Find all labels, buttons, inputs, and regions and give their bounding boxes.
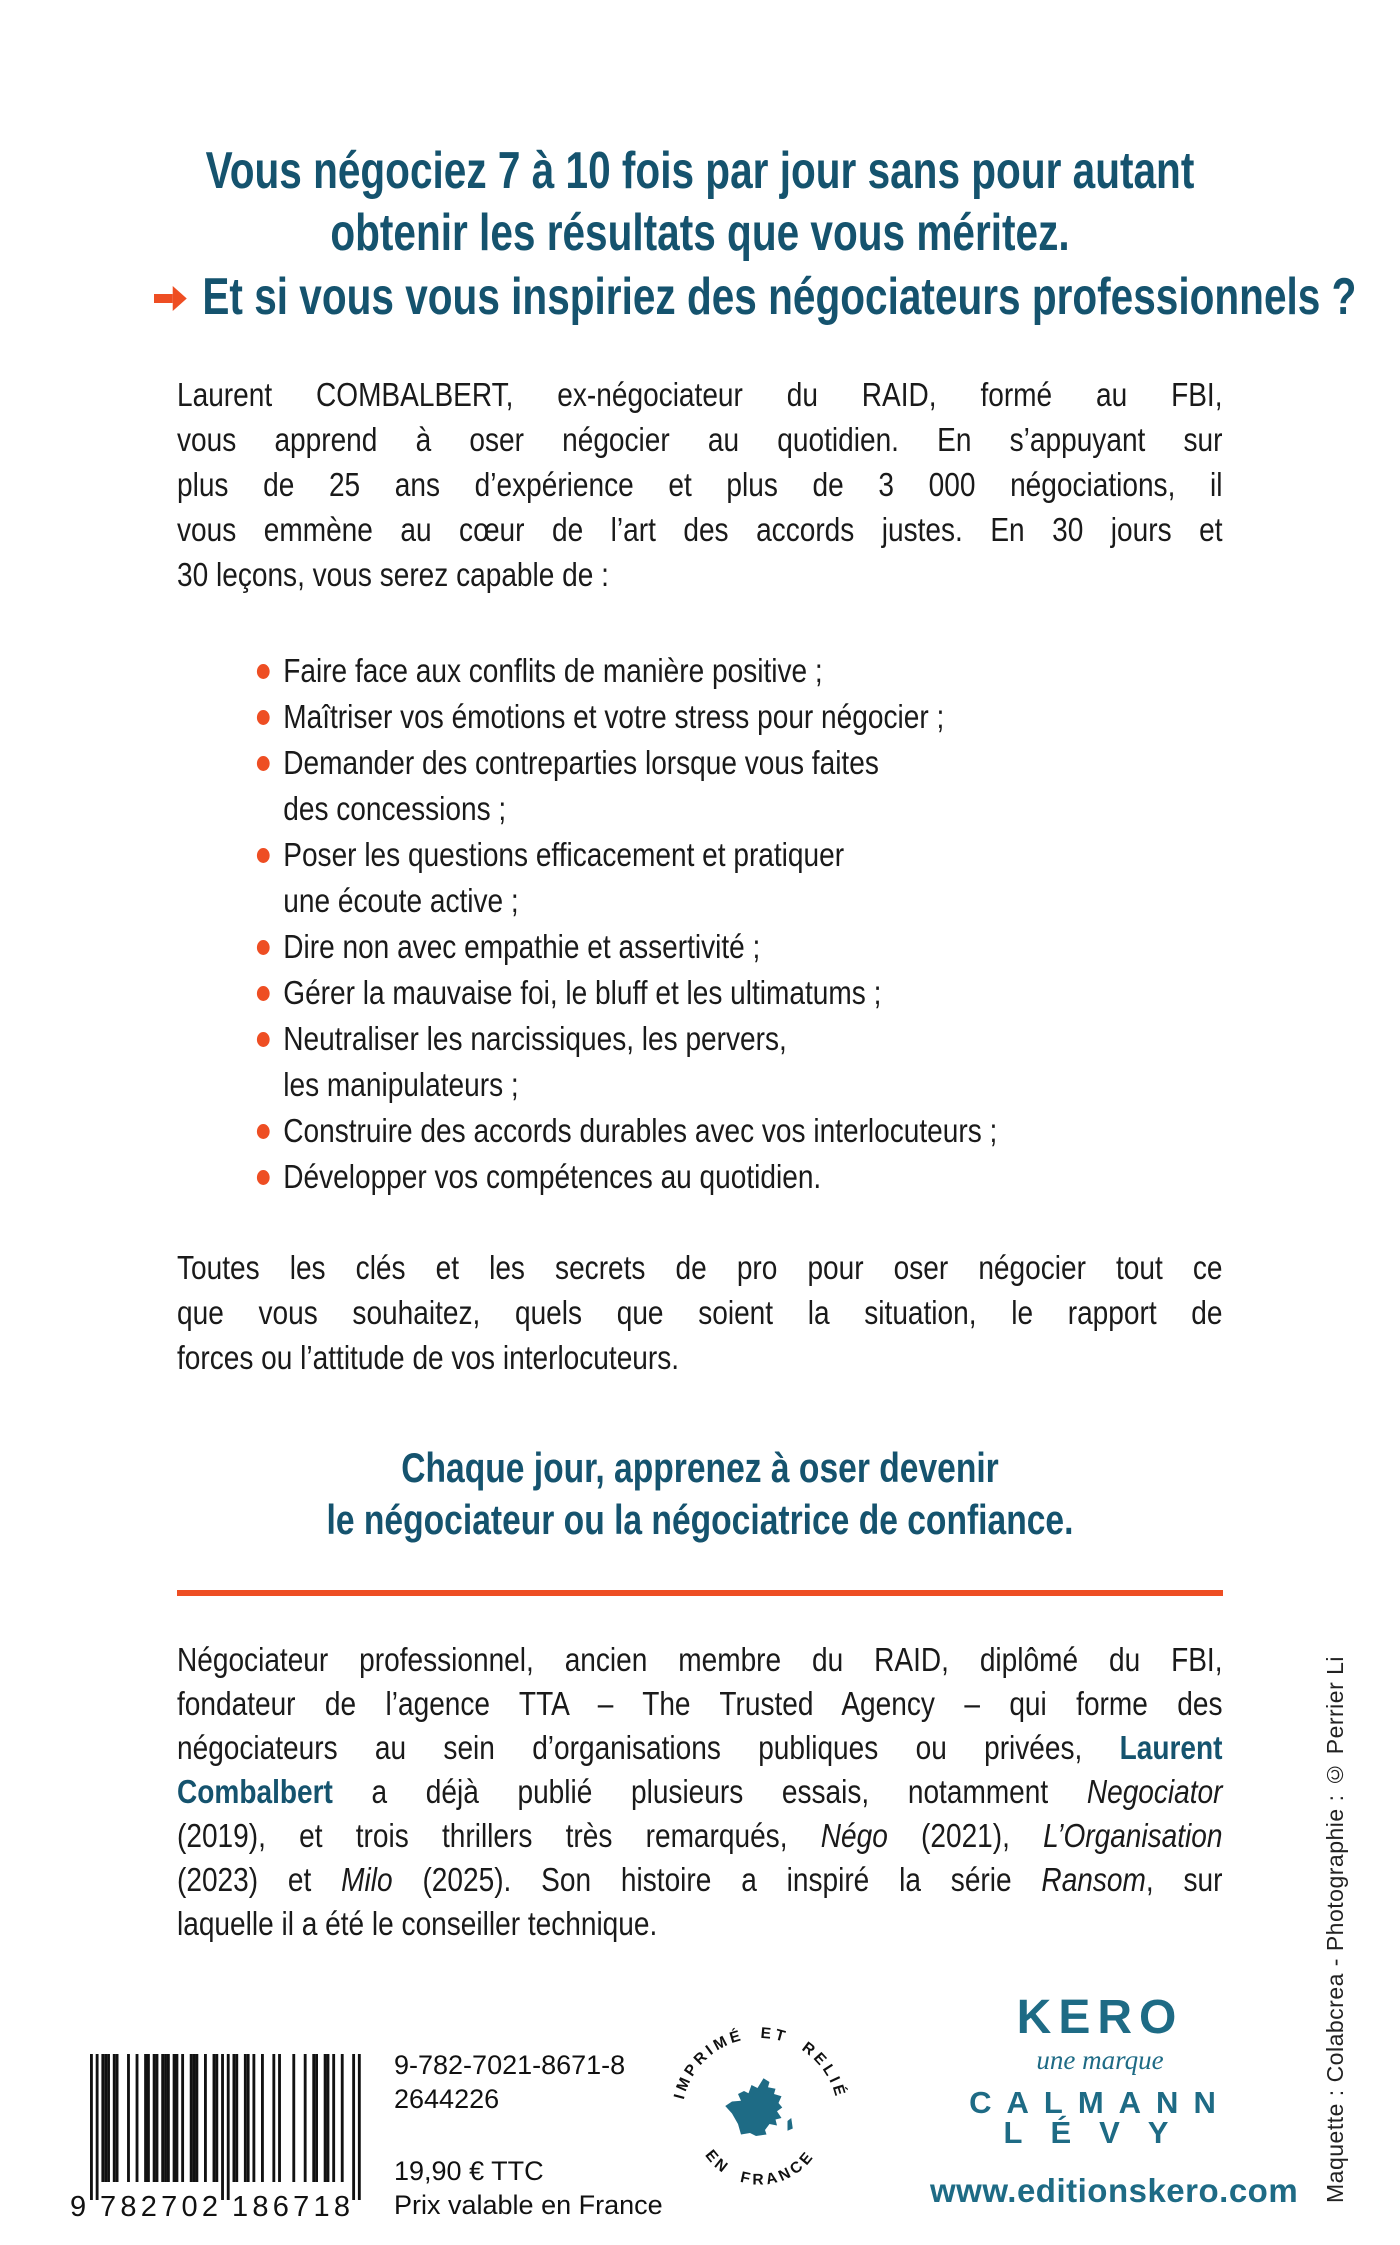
bullet-text: Construire des accords durables avec vos interlocuteurs ; <box>283 1112 998 1149</box>
bullet-text: Faire face aux conflits de manière positive ; <box>283 652 823 689</box>
intro-paragraph-lines <box>177 372 1223 597</box>
bullet-item <box>177 970 1223 1016</box>
france-stamp-icon <box>665 2021 855 2211</box>
bullet-text: Demander des contreparties lorsque vous faites <box>283 744 879 781</box>
isbn-ref: 2644226 <box>394 2084 500 2114</box>
right-arrow-icon <box>154 264 188 326</box>
bio-text: négociateurs au sein d’organisations publiques ou privées, <box>177 1729 1120 1766</box>
text-line: Laurent COMBALBERT, ex-négociateur du RAID, formé au FBI, <box>177 376 1223 413</box>
kero-logo: KERO <box>1016 1991 1184 2044</box>
bullet-item <box>177 924 1223 970</box>
author-name-highlight: Combalbert <box>177 1773 333 1810</box>
barcode-digit-group-1: 9 <box>70 2191 87 2222</box>
bio-text: laquelle il a été le conseiller technique. <box>177 1905 658 1942</box>
bullet-item <box>177 1108 1223 1154</box>
text-line: que vous souhaitez, quels que soient la situation, le rapport de <box>177 1294 1223 1331</box>
text-line <box>177 1638 1223 1682</box>
bullet-item-continued <box>177 786 1223 832</box>
bio-text: , sur <box>1145 1861 1223 1898</box>
author-bio-lines <box>177 1638 1223 1946</box>
bullet-item <box>177 740 1223 786</box>
bullet-item <box>177 832 1223 878</box>
svg-text:EN FRANCE <box>702 2147 819 2189</box>
text-line <box>177 1858 1223 1902</box>
tagline-block <box>0 1442 1400 1546</box>
barcode-digit-group-3: 186718 <box>232 2191 350 2222</box>
bullet-text: Développer vos compétences au quotidien. <box>283 1158 822 1195</box>
book-title-italic: Negociator <box>1086 1773 1223 1810</box>
headline-cta-line <box>154 264 1357 328</box>
intro-paragraph <box>177 372 1223 597</box>
bullet-text: Poser les questions efficacement et pratiquer <box>283 836 845 873</box>
isbn-block <box>394 2048 625 2116</box>
isbn-code: 9-782-7021-8671-8 <box>394 2050 626 2080</box>
text-line: Toutes les clés et les secrets de pro pour oser négocier tout ce <box>177 1249 1223 1286</box>
bullet-text: une écoute active ; <box>283 882 519 919</box>
text-line: forces ou l’attitude de vos interlocuteurs. <box>177 1339 680 1376</box>
outro-paragraph <box>177 1245 1223 1380</box>
book-title-italic: L’Organisation <box>1043 1817 1223 1854</box>
divider-rule <box>177 1590 1223 1596</box>
book-title-italic: Ransom <box>1041 1861 1146 1898</box>
calmann-levy-logo-line-1: CALMANN <box>969 2085 1231 2120</box>
bullet-item <box>177 1154 1223 1200</box>
headline-line-2: obtenir les résultats que vous méritez. <box>330 204 1070 262</box>
text-line: plus de 25 ans d’expérience et plus de 3 000 négociations, il <box>177 466 1223 503</box>
bullet-dot-icon <box>257 756 270 771</box>
stamp-arc-top-text: IMPRIMÉ ET RELIÉ <box>670 2024 850 2102</box>
bullet-dot-icon <box>257 1032 270 1047</box>
text-line: 30 leçons, vous serez capable de : <box>177 556 609 593</box>
bullet-dot-icon <box>257 1124 270 1139</box>
bio-text: (2023) et <box>177 1861 342 1898</box>
bullet-dot-icon <box>257 848 270 863</box>
barcode <box>70 2054 370 2227</box>
bullet-dot-icon <box>257 940 270 955</box>
bio-text: (2025). Son histoire a inspiré la série <box>392 1861 1042 1898</box>
printed-in-france-stamp <box>665 2021 855 2216</box>
bullet-text: Maîtriser vos émotions et votre stress pour négocier ; <box>283 698 945 735</box>
bullet-dot-icon <box>257 1170 270 1185</box>
bullet-list <box>177 648 1223 1200</box>
france-map-icon <box>725 2078 793 2136</box>
text-line <box>177 1726 1223 1770</box>
outro-paragraph-lines <box>177 1245 1223 1380</box>
price-block <box>394 2154 663 2222</box>
author-name-highlight: Laurent <box>1119 1729 1223 1766</box>
text-line <box>177 1770 1223 1814</box>
bullet-item <box>177 1016 1223 1062</box>
text-line: le négociateur ou la négociatrice de confiance. <box>326 1496 1074 1543</box>
bio-text: (2019), et trois thrillers très remarqués, <box>177 1817 821 1854</box>
bullet-item <box>177 648 1223 694</box>
barcode-digit-group-2: 782702 <box>100 2191 218 2222</box>
bullet-dot-icon <box>257 664 270 679</box>
price-value: 19,90 € TTC <box>394 2156 544 2186</box>
text-line <box>177 1682 1223 1726</box>
text-line: vous emmène au cœur de l’art des accords justes. En 30 jours et <box>177 511 1223 548</box>
design-photo-credit: Maquette : Colabcrea - Photographie : © Perrier Li <box>1322 1655 1348 2203</box>
bio-text: fondateur de l’agence TTA – The Trusted Agency – qui forme des <box>177 1685 1223 1722</box>
author-bio-paragraph <box>177 1638 1223 1946</box>
headline-line-1: Vous négociez 7 à 10 fois par jour sans pour autant <box>205 142 1195 200</box>
text-line <box>177 1902 1223 1946</box>
bio-text: Négociateur professionnel, ancien membre du RAID, diplômé du FBI, <box>177 1641 1223 1678</box>
text-line: Chaque jour, apprenez à oser devenir <box>401 1444 999 1491</box>
bullet-text: Neutraliser les narcissiques, les pervers, <box>283 1020 787 1057</box>
stamp-arc-bottom-text: EN FRANCE <box>701 2146 819 2189</box>
bullet-item-continued <box>177 878 1223 924</box>
headline-block <box>0 140 1400 328</box>
bullet-text: les manipulateurs ; <box>283 1066 519 1103</box>
publisher-website: www.editionskero.com <box>930 2172 1299 2209</box>
bio-text: (2021), <box>887 1817 1044 1854</box>
text-line <box>177 1814 1223 1858</box>
text-line: vous apprend à oser négocier au quotidien. En s’appuyant sur <box>177 421 1223 458</box>
calmann-levy-logo-line-2: LÉVY <box>1003 2115 1197 2150</box>
bullet-dot-icon <box>257 710 270 725</box>
book-title-italic: Milo <box>341 1861 393 1898</box>
bio-text: a déjà publié plusieurs essais, notamment <box>332 1773 1087 1810</box>
book-title-italic: Négo <box>820 1817 888 1854</box>
headline-cta-text: Et si vous vous inspiriez des négociateurs professionnels ? <box>202 268 1357 326</box>
bullet-text: des concessions ; <box>283 790 507 827</box>
bullet-list-items <box>177 648 1223 1200</box>
publisher-descriptor: une marque <box>1036 2045 1164 2075</box>
ean13-barcode-icon <box>70 2054 370 2222</box>
bullet-item-continued <box>177 1062 1223 1108</box>
bullet-dot-icon <box>257 986 270 1001</box>
publisher-block <box>930 1991 1299 2209</box>
bullet-item <box>177 694 1223 740</box>
bullet-text: Gérer la mauvaise foi, le bluff et les ultimatums ; <box>283 974 882 1011</box>
price-note: Prix valable en France <box>394 2190 663 2220</box>
bullet-text: Dire non avec empathie et assertivité ; <box>283 928 761 965</box>
